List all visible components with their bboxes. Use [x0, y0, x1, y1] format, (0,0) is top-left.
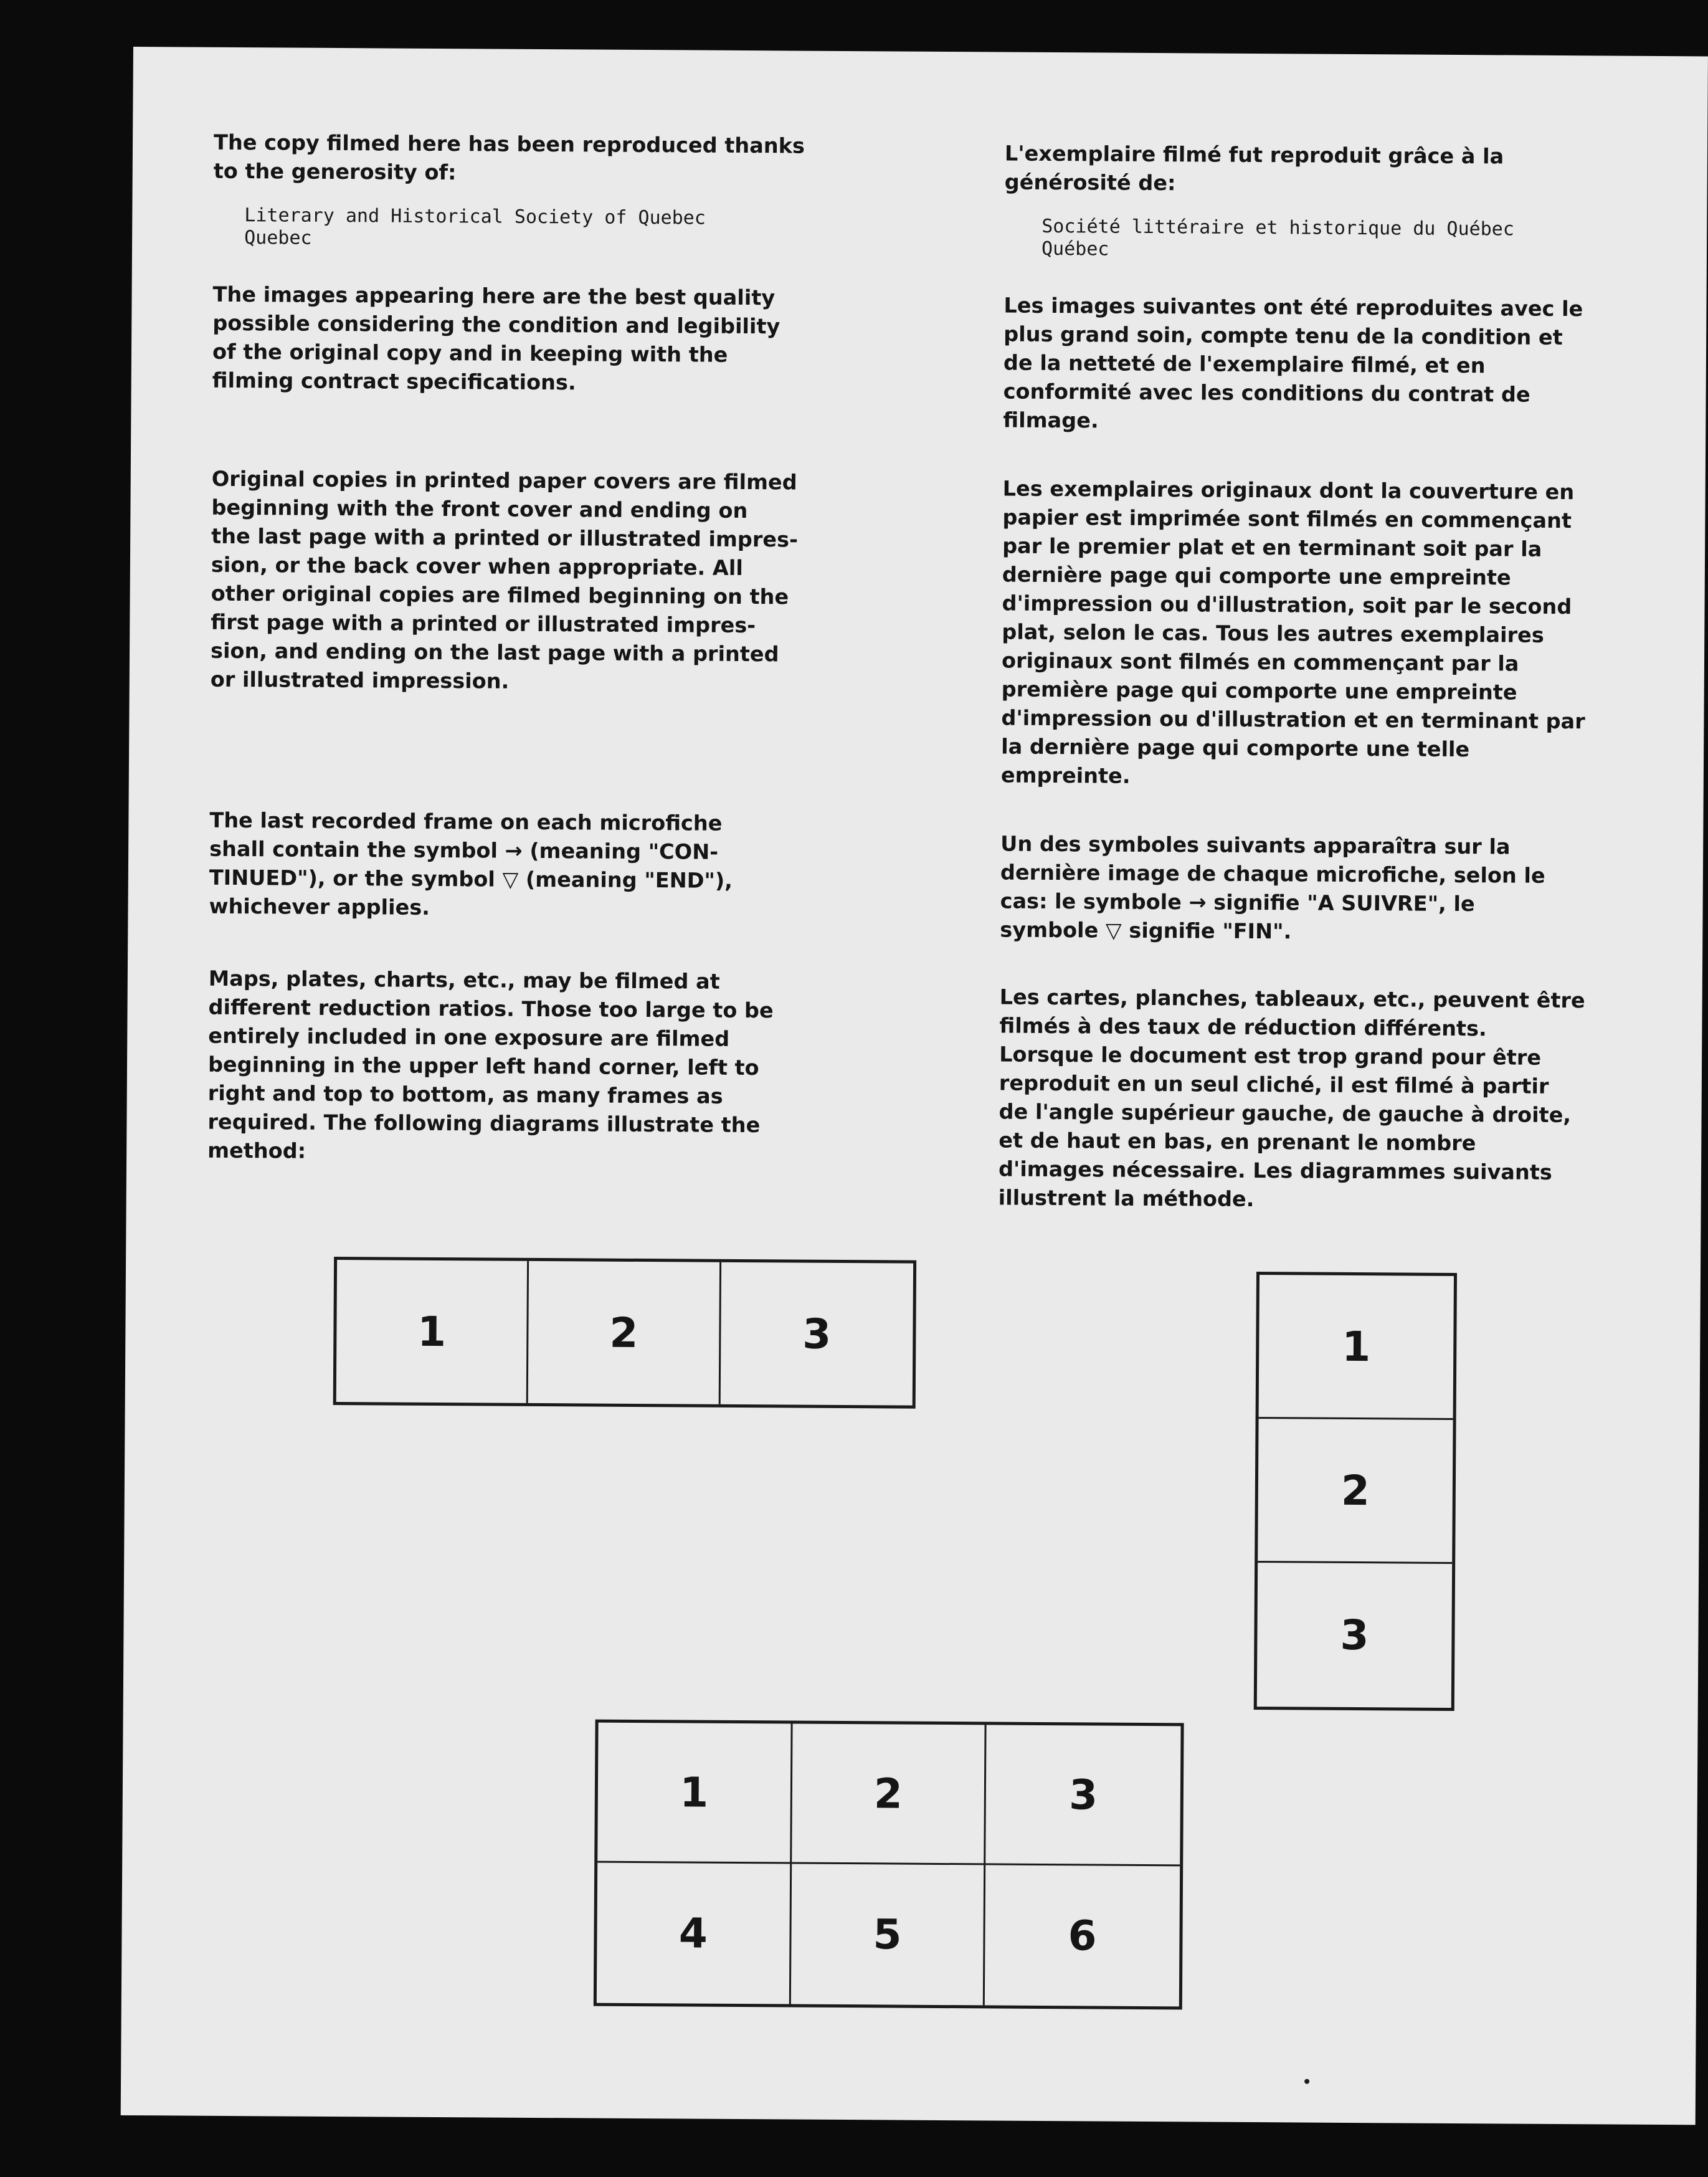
- french-quality: Les images suivantes ont été reproduites avec le plus grand soin, compte tenu de la condition et de la netteté de l'exemplaire filmé, et en conformité avec les conditions du contrat de filmage.: [1003, 293, 1583, 433]
- frame-cell: 2: [792, 1724, 987, 1865]
- frame-cell: 5: [790, 1864, 985, 2006]
- french-maps: Les cartes, planches, tableaux, etc., peuvent être filmés à des taux de réduction différents. Lorsque le document est trop grand pour être reproduit en un seul cliché, il est filmé à partir de l'angle supérieur gauche, de gauche à droite, et de haut en bas, en prenant le nombre d'images nécessaire. Les diagrammes suivants illustrent la méthode.: [998, 984, 1585, 1212]
- french-column: [999, 140, 1690, 1217]
- english-quality: The images appearing here are the best quality possible considering the condition and legibility of the original copy and in keeping with the filming contract specifications.: [212, 282, 780, 395]
- dust-speck: [1304, 2079, 1309, 2084]
- english-symbols: The last recorded frame on each microfiche shall contain the symbol → (meaning "CON- TINUED"), or the symbol ▽ (meaning "END"), whichever applies.: [209, 807, 733, 920]
- diagram-vertical: [1254, 1272, 1457, 1711]
- english-thanks: The copy filmed here has been reproduced thanks to the generosity of:: [213, 130, 805, 185]
- french-originals: Les exemplaires originaux dont la couverture en papier est imprimée sont filmés en commençant par le premier plat et en terminant soit par la dernière page qui comporte une empreinte d'impression ou d'illustration, soit par le second plat, selon le cas. Tous les autres exemplaires originaux sont filmés en commençant par la première page qui comporte une empreinte d'impression ou d'illustration et en terminant par la dernière page qui comporte une telle empreinte.: [1000, 476, 1585, 788]
- diagram-grid: [594, 1720, 1184, 2010]
- french-institution: Société littéraire et historique du Québec Québec: [1041, 215, 1514, 260]
- frame-cell: 3: [802, 1310, 832, 1358]
- frame-cell: 1: [336, 1260, 529, 1403]
- english-originals: Original copies in printed paper covers are filmed beginning with the front cover and ending on the last page with a printed or illustrated impres- sion, or the back cover when appropriate. All other original copies are filmed beginning on the first page with a printed or illustrated impres- sion, and ending on the last page with a printed or illustrated impression.: [210, 466, 799, 693]
- microfiche-page: [121, 47, 1708, 2125]
- english-column: [207, 128, 899, 1169]
- frame-cell: 3: [986, 1725, 1181, 1866]
- english-maps: Maps, plates, charts, etc., may be filmed at different reduction ratios. Those too large to be entirely included in one exposure are filmed beginning in the upper left hand corner, left to right and top to bottom, as many frames as required. The following diagrams illustrate the method:: [207, 966, 774, 1163]
- frame-cell: 2: [528, 1261, 721, 1404]
- frame-cell: 4: [597, 1863, 792, 2004]
- frame-cell: 1: [1259, 1275, 1454, 1420]
- frame-cell: 2: [1258, 1419, 1453, 1564]
- frame-cell: 1: [597, 1723, 792, 1864]
- frame-cell: 3: [1340, 1611, 1369, 1660]
- french-symbols: Un des symboles suivants apparaîtra sur la dernière image de chaque microfiche, selon le cas: le symbole → signifie "A SUIVRE", le symbole ▽ signifie "FIN".: [1000, 831, 1545, 944]
- frame-cell: 6: [1068, 1912, 1097, 1960]
- french-thanks: L'exemplaire filmé fut reproduit grâce à la générosité de:: [1004, 141, 1504, 196]
- diagram-horizontal: [333, 1257, 916, 1409]
- english-institution: Literary and Historical Society of Quebec Quebec: [244, 204, 706, 249]
